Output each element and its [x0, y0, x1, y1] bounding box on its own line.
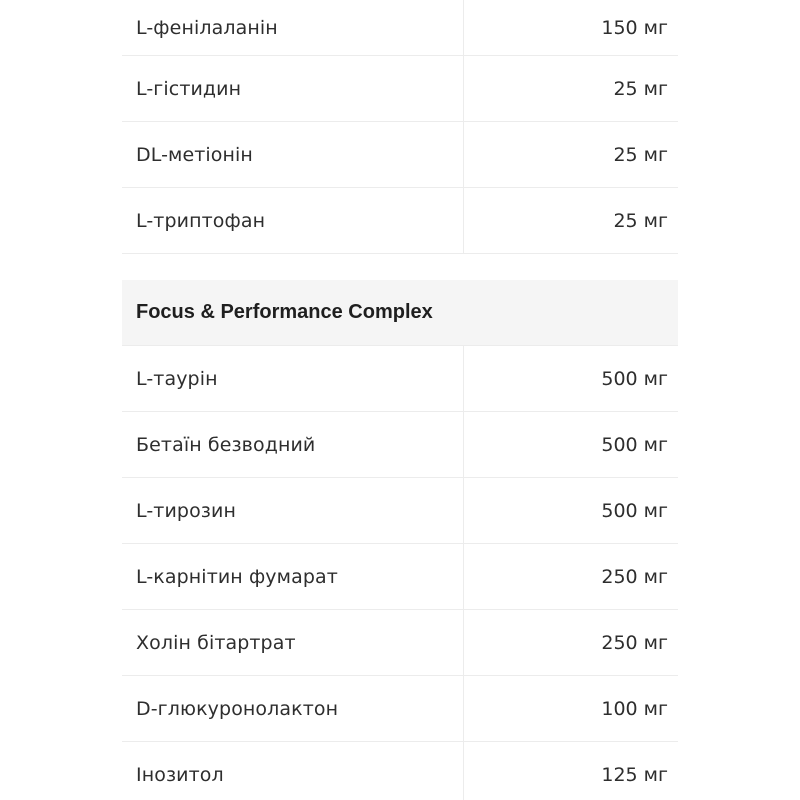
ingredient-amount: 25 мг — [613, 209, 668, 232]
ingredient-amount: 100 мг — [601, 697, 668, 720]
ingredient-name: Інозитол — [122, 742, 464, 800]
table-row — [122, 676, 678, 742]
ingredient-amount: 25 мг — [613, 77, 668, 100]
ingredients-table — [122, 0, 678, 800]
ingredient-amount: 150 мг — [601, 16, 668, 39]
ingredient-amount: 250 мг — [601, 631, 668, 654]
section-gap — [122, 254, 678, 280]
ingredient-name: L-триптофан — [122, 188, 464, 253]
table-row — [122, 188, 678, 254]
table-row — [122, 346, 678, 412]
table-row — [122, 610, 678, 676]
ingredient-amount: 500 мг — [601, 367, 668, 390]
section-header — [122, 280, 678, 346]
ingredient-amount: 500 мг — [601, 433, 668, 456]
table-row — [122, 0, 678, 56]
ingredient-name: L-тирозин — [122, 478, 464, 543]
ingredient-amount: 25 мг — [613, 143, 668, 166]
ingredient-name: L-фенілаланін — [122, 0, 464, 55]
table-row — [122, 122, 678, 188]
table-row — [122, 742, 678, 800]
ingredient-name: L-таурін — [122, 346, 464, 411]
ingredient-amount: 125 мг — [601, 763, 668, 786]
table-row — [122, 478, 678, 544]
ingredient-name: DL-метіонін — [122, 122, 464, 187]
ingredient-name: L-карнітин фумарат — [122, 544, 464, 609]
table-row — [122, 544, 678, 610]
ingredient-name: L-гістидин — [122, 56, 464, 121]
ingredient-amount: 500 мг — [601, 499, 668, 522]
table-row — [122, 412, 678, 478]
ingredient-name: Холін бітартрат — [122, 610, 464, 675]
ingredient-amount: 250 мг — [601, 565, 668, 588]
table-row — [122, 56, 678, 122]
ingredient-name: D-глюкуронолактон — [122, 676, 464, 741]
section-title: Focus & Performance Complex — [136, 301, 433, 323]
ingredient-name: Бетаїн безводний — [122, 412, 464, 477]
